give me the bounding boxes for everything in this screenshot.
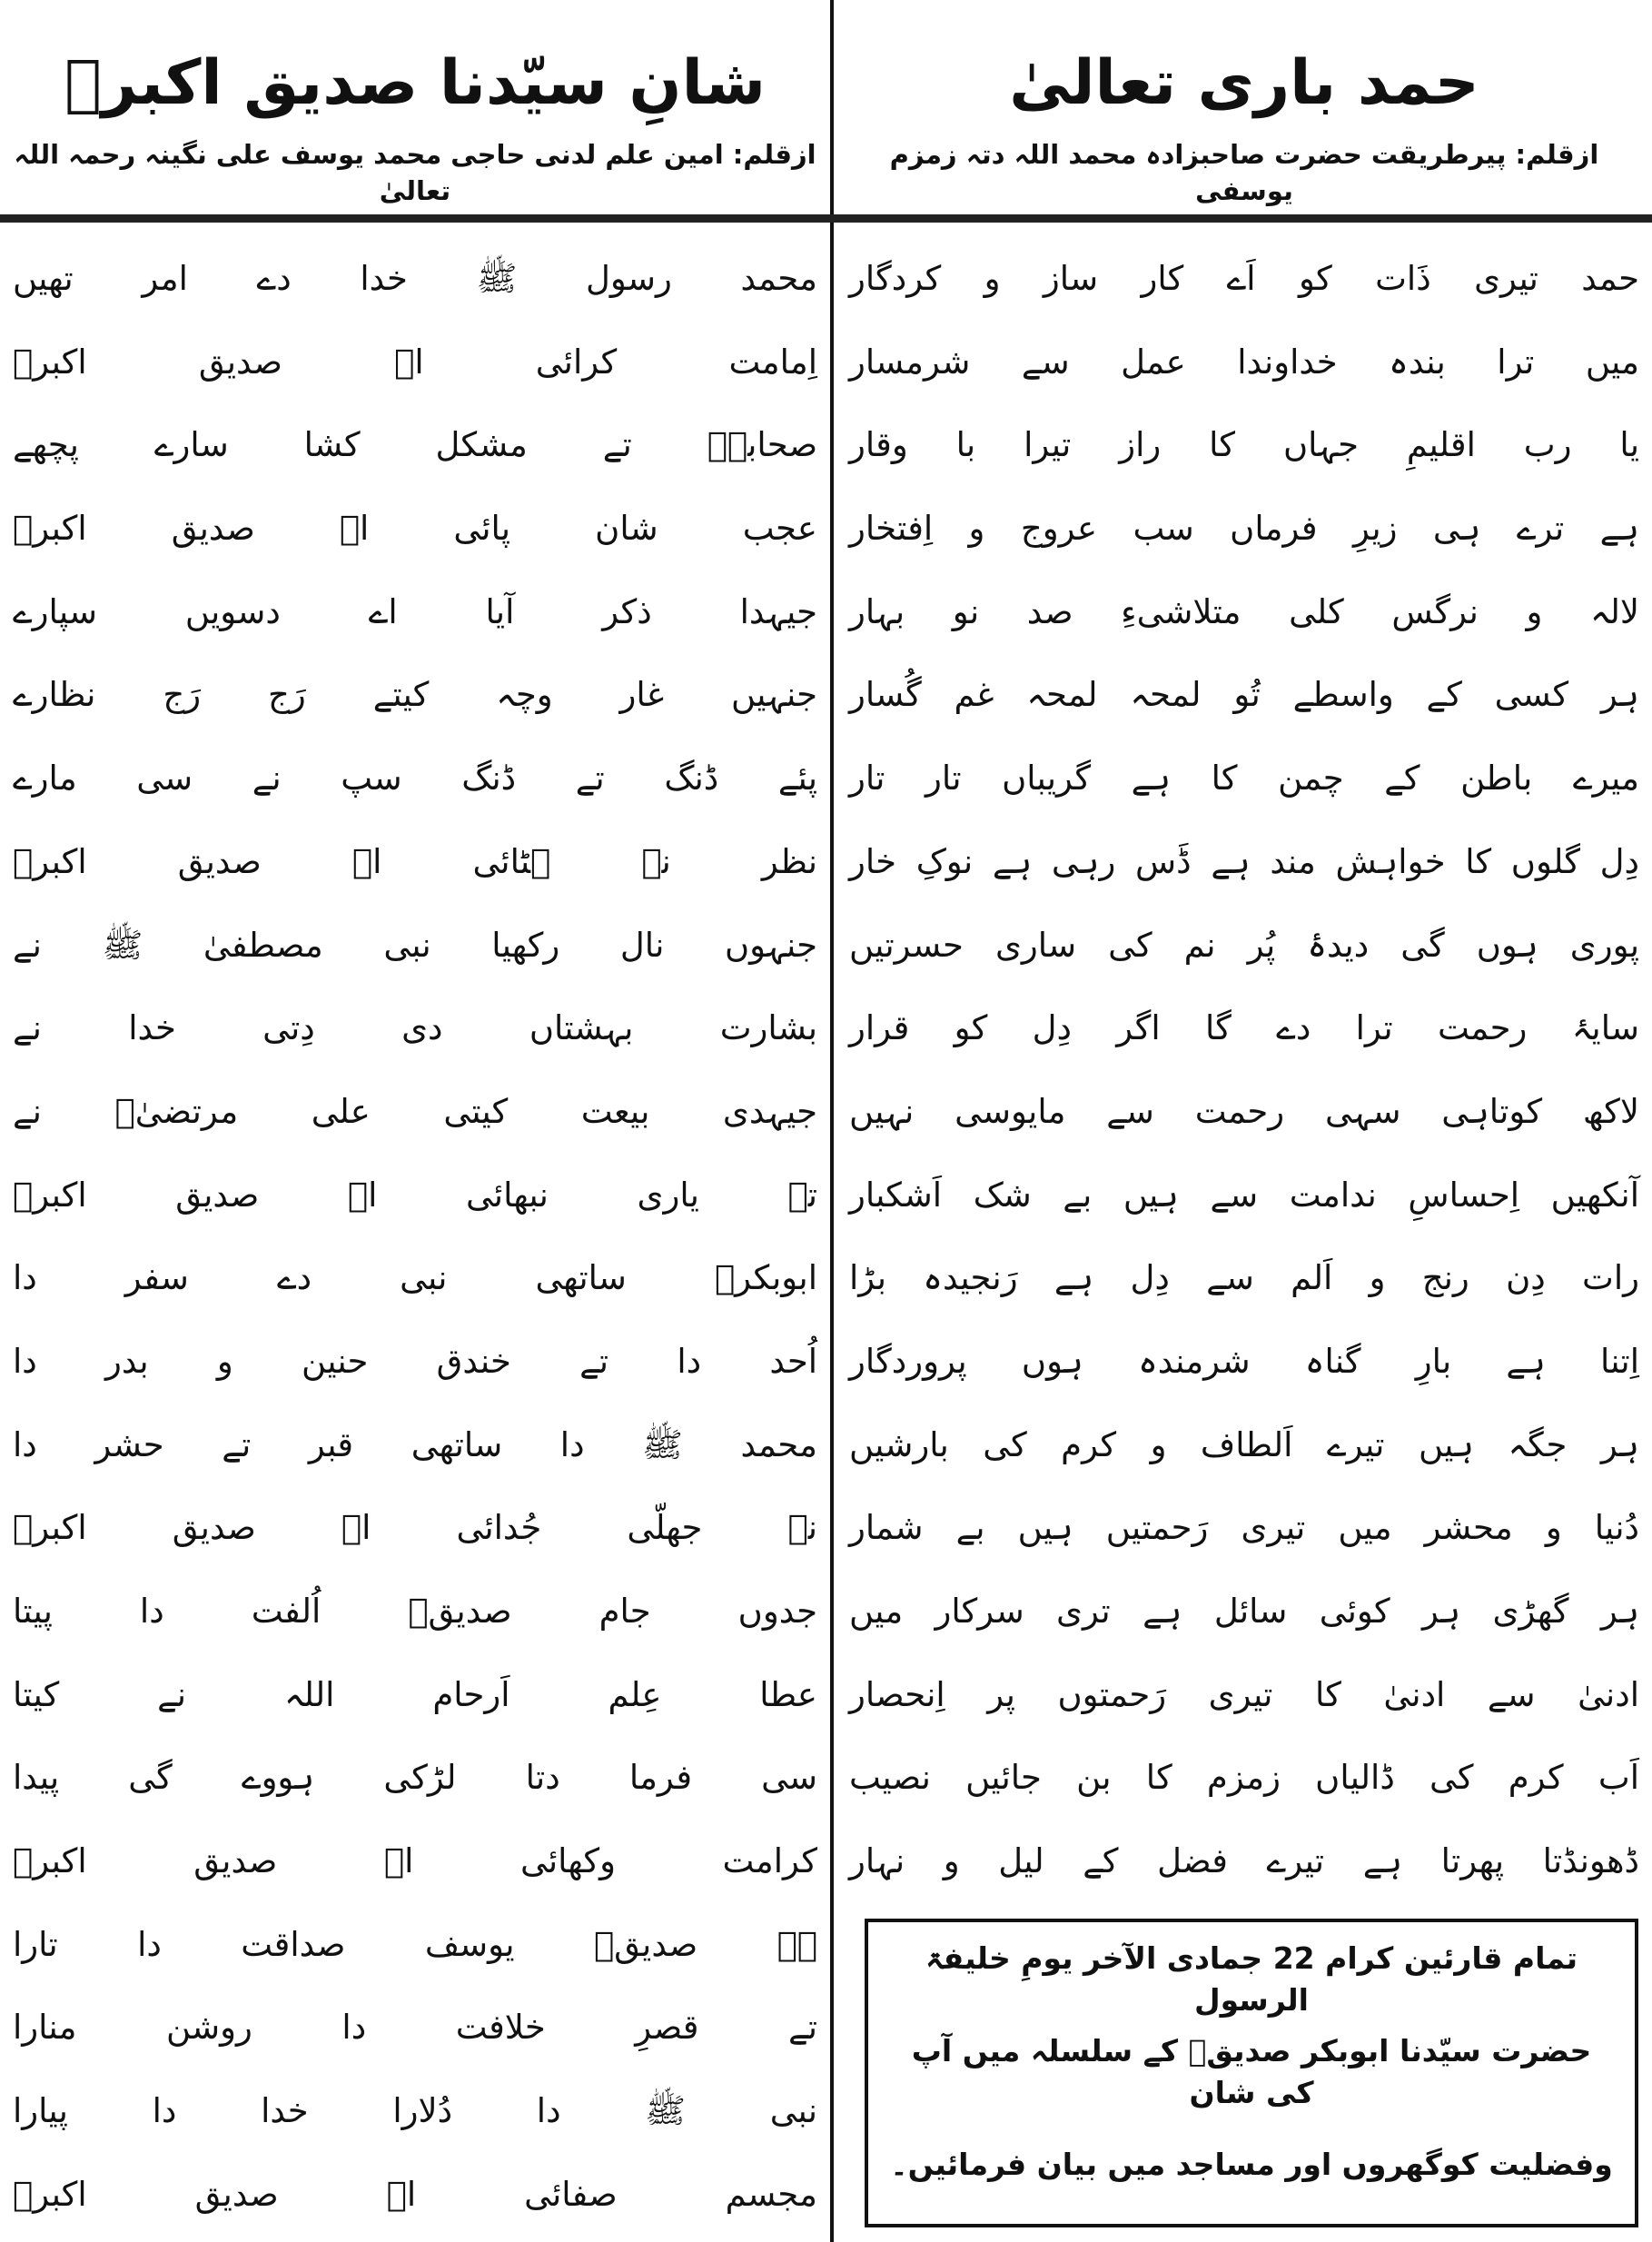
hamd-byline: ازقلم: پیرطریقت حضرت صاحبزادہ محمد اللہ دتہ زمزم یوسفی [889, 139, 1599, 206]
poem-line: اَب کرم کی ڈالیاں زمزم کا بن جائیں نصیب [849, 1758, 1639, 1798]
poem-line: میں ترا بندہ خداوندا عمل سے شرمسار [849, 342, 1639, 382]
header-rule [0, 214, 1652, 223]
poem-line: نہ جھلّی جُدائی اے صدیق اکبرؓ [13, 1508, 817, 1548]
hamd-title: حمد باری تعالیٰ [1009, 47, 1479, 119]
poem-line: دِل گلوں کا خواہش مند ہے ڈَس رہی ہے نوکِ خار [849, 841, 1639, 881]
poem-line: رات دِن رنج و اَلم سے دِل ہے رَنجیدہ بڑا [849, 1258, 1639, 1298]
notice-line: حضرت سیّدنا ابوبکر صدیقؓ کے سلسلہ میں آپ کی شان [911, 2033, 1592, 2110]
poem-line: تے یاری نبھائی اے صدیق اکبرؓ [13, 1175, 817, 1215]
poem-line: جیہدی بیعت کیتی علی مرتضیٰؓ نے [13, 1091, 817, 1131]
poem-line: میرے باطن کے چمن کا ہے گریباں تار تار [849, 759, 1639, 799]
poem-line: نبی ﷺ دا دُلارا خدا دا پیارا [13, 2091, 817, 2131]
shan-byline: ازقلم: امین علم لدنی حاجی محمد یوسف علی نگینہ رحمہ اللہ تعالیٰ [14, 139, 816, 206]
notice-box [865, 1919, 1638, 2227]
poem-line: اُحد دا تے خندق حنین و بدر دا [13, 1341, 817, 1381]
poem-line: ہے ترے ہی زیرِ فرماں سب عروج و اِفتخار [849, 509, 1639, 549]
notice-line: وفضلیت کوگھروں اور مساجد میں بیان فرمائیں۔ [890, 2147, 1613, 2182]
poem-line: ہر کسی کے واسطے تُو لمحہ لمحہ غم گُسار [849, 675, 1639, 715]
poem-line: ہر جگہ ہیں تیرے اَلطاف و کرم کی بارشیں [849, 1424, 1639, 1464]
poem-line: حمد تیری ذَات کو اَے کار ساز و کردگار [849, 259, 1639, 298]
poem-line: کرامت وکھائی اے صدیق اکبرؓ [13, 1841, 817, 1881]
poem-line: لالہ و نرگس کلی متلاشیءِ صد نو بہار [849, 591, 1639, 631]
poem-line: بشارت بہشتاں دی دِتی خدا نے [13, 1008, 817, 1048]
poem-line: ادنیٰ سے ادنیٰ کا تیری رَحمتوں پر اِنحصار [849, 1674, 1639, 1714]
poem-line: محمد ﷺ دا ساتھی قبر تے حشر دا [13, 1424, 817, 1464]
poem-line: جنہوں نال رکھیا نبی مصطفیٰ ﷺ نے [13, 925, 817, 965]
poem-line: مجسم صفائی اے صدیق اکبرؓ [13, 2174, 817, 2214]
poem-line: جدوں جام صدیقؓ اُلفت دا پیتا [13, 1592, 817, 1631]
poem-line: سی فرما دتا لڑکی ہووے گی پیدا [13, 1758, 817, 1798]
shan-poem [13, 238, 817, 2237]
poem-line: عطا عِلم اَرحام اللہ نے کیتا [13, 1674, 817, 1714]
poem-line: اِمامت کرائی اے صدیق اکبرؓ [13, 342, 817, 382]
poem-line: ابوبکرؓ ساتھی نبی دے سفر دا [13, 1258, 817, 1298]
poem-line: پوری ہوں گی دیدۂ پُر نم کی ساری حسرتیں [849, 925, 1639, 965]
poem-line: یا رب اقلیمِ جہاں کا راز تیرا با وقار [849, 425, 1639, 465]
poem-line: جیہدا ذکر آیا اے دسویں سپارے [13, 591, 817, 631]
poem-line: ہر گھڑی ہر کوئی سائل ہے تری سرکار میں [849, 1592, 1639, 1631]
poem-line: سایۂ رحمت ترا دے گا اگر دِل کو قرار [849, 1008, 1639, 1048]
poem-line: لاکھ کوتاہی سہی رحمت سے مایوسی نہیں [849, 1091, 1639, 1131]
poem-line: پئے ڈنگ تے ڈنگ سپ نے سی مارے [13, 759, 817, 799]
poem-line: دُنیا و محشر میں تیری رَحمتیں ہیں بے شمار [849, 1508, 1639, 1548]
poem-line: نظر نہ ہٹائی اے صدیق اکبرؓ [13, 841, 817, 881]
poem-line: صحابہؓ تے مشکل کشا سارے پچھے [13, 425, 817, 465]
poem-line: ڈھونڈتا پھرتا ہے تیرے فضل کے لیل و نہار [849, 1841, 1639, 1881]
poem-line: عجب شان پائی اے صدیق اکبرؓ [13, 509, 817, 549]
poem-line: محمد رسول ﷺ خدا دے امر تھیں [13, 259, 817, 298]
shan-title: شانِ سیّدنا صدیق اکبرؓ [64, 47, 766, 119]
poem-line: اِتنا ہے بارِ گناہ شرمندہ ہوں پروردگار [849, 1341, 1639, 1381]
poem-line: آنکھیں اِحساسِ ندامت سے ہیں بے شک اَشکبار [849, 1175, 1639, 1215]
notice-line: تمام قارئین کرام 22 جمادی الآخر یومِ خلیفۃ الرسول [925, 1940, 1578, 2018]
column-divider [830, 0, 834, 2242]
poem-line: ہے صدیقؓ یوسف صداقت دا تارا [13, 1924, 817, 1964]
poem-line: جنہیں غار وچہ کیتے رَج رَج نظارے [13, 675, 817, 715]
hamd-poem [849, 238, 1639, 1904]
poem-line: تے قصرِ خلافت دا روشن منارا [13, 2008, 817, 2048]
